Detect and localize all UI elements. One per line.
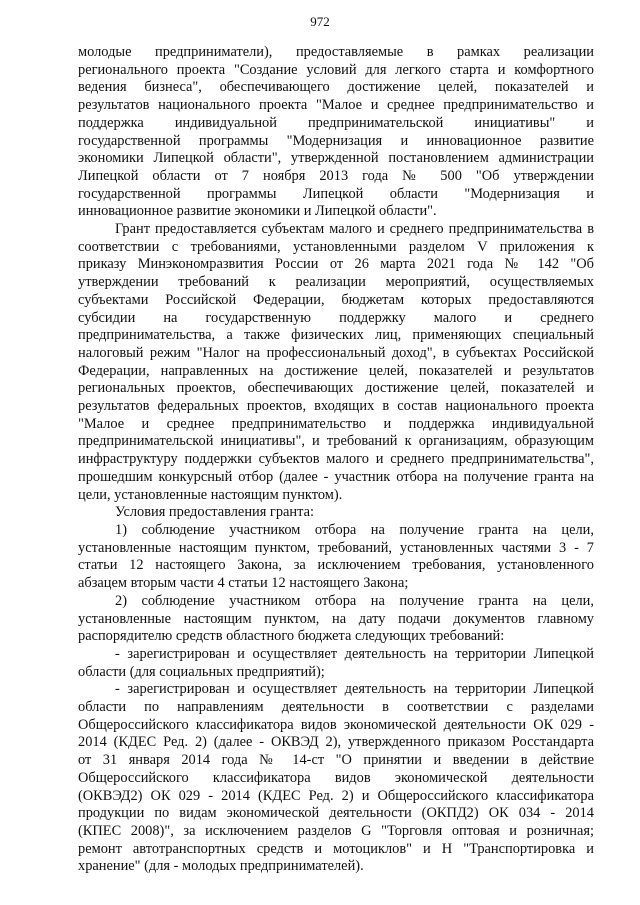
text-line: хранение" (для - молодых предпринимателей).: [78, 858, 364, 875]
text-line: 2014 (КДЕС Ред. 2) (далее - ОКВЭД 2), утвержденного приказом Росстандарта: [78, 734, 594, 751]
text-line: результатов федеральных проектов, входящих в состав национального проекта: [78, 398, 594, 415]
paragraph: [78, 221, 594, 504]
text-line: субъектами Российской Федерации, бюджетам которых предоставляются: [78, 291, 594, 308]
text-line: утверждении требований к реализации мероприятий, осуществляемых: [78, 274, 594, 291]
text-line: региональных проектов, обеспечивающих достижение целей, показателей и: [78, 380, 594, 397]
text-line: от 31 января 2014 года № 14-ст "О принятии и введении в действие: [78, 752, 594, 769]
text-line: продукции по видам экономической деятельности (ОКПД2) ОК 034 - 2014: [78, 805, 594, 822]
text-line: области по направлениям деятельности в соответствии с разделами: [78, 699, 594, 716]
paragraph: [78, 504, 594, 522]
text-line: 2) соблюдение участником отбора на получение гранта на цели,: [115, 592, 594, 609]
text-line: соответствии с требованиями, установленными разделом V приложения к: [78, 238, 594, 255]
text-line: Общероссийского классификатора видов экономической деятельности: [78, 769, 594, 786]
text-line: налоговый режим "Налог на профессиональный доход", в субъектах Российской: [78, 344, 594, 361]
text-line: 1) соблюдение участником отбора на получение гранта на цели,: [115, 521, 594, 538]
text-line: предпринимательства, а также физических лиц, применяющих специальный: [78, 327, 594, 344]
text-line: субсидии на государственную поддержку малого и среднего: [78, 309, 594, 326]
paragraph: [78, 593, 594, 646]
text-line: Грант предоставляется субъектам малого и среднего предпринимательства в: [115, 221, 594, 238]
document-body: [78, 44, 594, 876]
text-line: (ОКВЭД2) ОК 029 - 2014 (КДЕС Ред. 2) и Общероссийского классификатора: [78, 787, 594, 804]
paragraph: [78, 522, 594, 593]
text-line: приказу Минэкономразвития России от 26 марта 2021 года № 142 "Об: [78, 256, 594, 273]
paragraph: [78, 44, 594, 221]
text-line: государственной программы "Модернизация и инновационное развитие: [78, 132, 594, 149]
text-line: абзацем вторым части 4 статьи 12 настоящего Закона;: [78, 575, 409, 592]
text-line: экономики Липецкой области", утвержденной постановлением администрации: [78, 150, 594, 167]
text-line: области (для социальных предприятий);: [78, 663, 325, 680]
text-line: предпринимательской инициативы", и требований к организациям, образующим: [78, 433, 594, 450]
text-line: результатов национального проекта "Малое и среднее предпринимательство и: [78, 97, 594, 114]
text-line: Общероссийского классификатора видов экономической деятельности ОК 029 -: [78, 716, 594, 733]
text-line: распорядителю средств областного бюджета следующих требований:: [78, 628, 505, 645]
text-line: Липецкой области от 7 ноября 2013 года № 500 "Об утверждении: [78, 167, 594, 184]
text-line: инфраструктуру поддержки субъектов малого и среднего предпринимательства",: [78, 451, 594, 468]
text-line: установленные настоящим пунктом, на дату подачи документов главному: [78, 610, 594, 627]
text-line: молодые предприниматели), предоставляемые в рамках реализации: [78, 44, 594, 60]
text-line: ведения бизнеса", обеспечивающего достижение целей, показателей и: [78, 79, 594, 96]
text-line: Условия предоставления гранта:: [115, 504, 314, 521]
text-line: "Малое и среднее предпринимательство и поддержка индивидуальной: [78, 415, 594, 432]
paragraph: [78, 646, 594, 681]
text-line: государственной программы Липецкой области "Модернизация и: [78, 185, 594, 202]
page-number: 972: [310, 14, 330, 29]
text-line: Федерации, направленных на достижение целей, показателей и результатов: [78, 362, 594, 379]
text-line: ремонт автотранспортных средств и мотоциклов" и H "Транспортировка и: [78, 840, 594, 857]
text-line: регионального проекта "Создание условий для легкого старта и комфортного: [78, 61, 594, 78]
text-line: - зарегистрирован и осуществляет деятельность на территории Липецкой: [115, 681, 594, 698]
paragraph: [78, 681, 594, 876]
text-line: инновационное развитие экономики и Липецкой области".: [78, 203, 437, 220]
text-line: (КПЕС 2008)", за исключением разделов G "Торговля оптовая и розничная;: [78, 822, 594, 839]
text-line: поддержка индивидуальной предпринимательской инициативы" и: [78, 114, 594, 131]
text-line: цели, установленные настоящим пунктом).: [78, 486, 343, 503]
text-line: установленные настоящим пунктом, требований, установленных частями 3 - 7: [78, 539, 594, 556]
text-line: - зарегистрирован и осуществляет деятельность на территории Липецкой: [115, 645, 594, 662]
text-line: прошедшим конкурсный отбор (далее - участник отбора на получение гранта на: [78, 468, 594, 485]
text-line: статьи 12 настоящего Закона, за исключением требования, установленного: [78, 557, 594, 574]
